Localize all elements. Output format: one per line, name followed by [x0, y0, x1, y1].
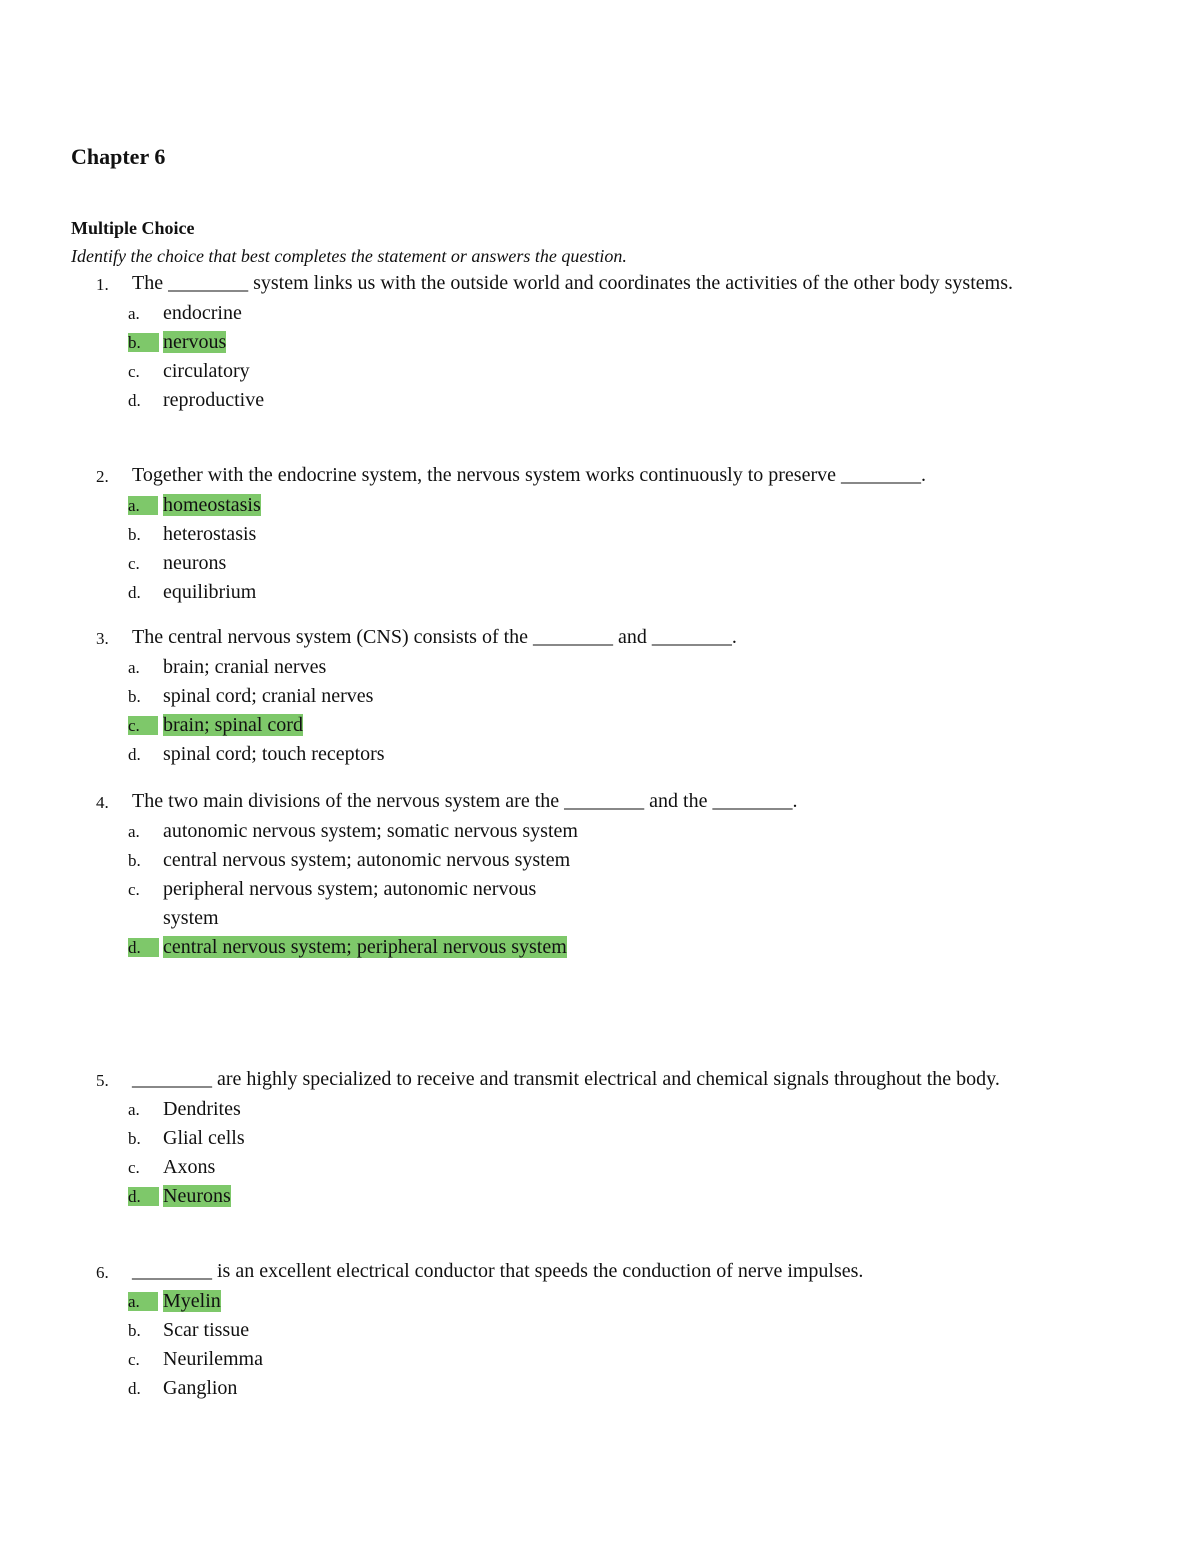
option-letter: a.	[128, 822, 140, 841]
option-c	[128, 1345, 1106, 1374]
option-letter: b.	[128, 525, 141, 544]
option-b	[128, 682, 1106, 711]
option-list	[96, 1095, 1106, 1211]
option-text: Ganglion	[163, 1377, 238, 1399]
section-title: Multiple Choice	[71, 218, 195, 238]
option-letter: b.	[128, 1321, 141, 1340]
option-text: brain; cranial nerves	[163, 656, 327, 678]
option-letter: d.	[128, 391, 141, 410]
option-letter: c.	[128, 362, 140, 381]
question-text: ________ is an excellent electrical conductor that speeds the conduction of nerve impulses.	[132, 1260, 864, 1282]
option-text: circulatory	[163, 360, 250, 382]
option-a	[128, 817, 1106, 846]
question-stem	[96, 1065, 1106, 1095]
question-number: 1.	[96, 275, 109, 294]
option-letter: a.	[128, 1100, 140, 1119]
option-letter: b.	[128, 687, 141, 706]
option-text: neurons	[163, 552, 227, 574]
question-stem	[96, 269, 1106, 299]
option-text: Dendrites	[163, 1098, 241, 1120]
question-number: 3.	[96, 629, 109, 648]
option-letter: c.	[128, 716, 158, 735]
option-d	[128, 578, 1106, 607]
question-4	[96, 787, 1106, 962]
question-1	[96, 269, 1106, 415]
option-b	[128, 1124, 1106, 1153]
option-text: homeostasis	[163, 494, 261, 516]
option-letter: b.	[128, 333, 159, 352]
question-number: 4.	[96, 793, 109, 812]
option-c	[128, 357, 1106, 386]
chapter-title: Chapter 6	[71, 144, 166, 169]
option-text: reproductive	[163, 389, 265, 411]
option-letter: a.	[128, 1292, 158, 1311]
option-text: Neurons	[163, 1185, 231, 1207]
option-text: Scar tissue	[163, 1319, 250, 1341]
question-number: 6.	[96, 1263, 109, 1282]
option-d-correct	[128, 933, 1106, 962]
question-number: 5.	[96, 1071, 109, 1090]
option-letter: d.	[128, 583, 141, 602]
question-stem	[96, 623, 1106, 653]
question-number: 2.	[96, 467, 109, 486]
option-letter: c.	[128, 880, 140, 899]
question-stem	[96, 461, 1106, 491]
option-c	[128, 1153, 1106, 1182]
option-text: central nervous system; autonomic nervous system	[163, 849, 571, 871]
option-letter: c.	[128, 1350, 140, 1369]
option-text: heterostasis	[163, 523, 257, 545]
option-list	[96, 1287, 1106, 1403]
option-letter: b.	[128, 1129, 141, 1148]
question-6	[96, 1257, 1106, 1403]
question-5	[96, 1065, 1106, 1211]
option-a-correct	[128, 1287, 1106, 1316]
option-a-correct	[128, 491, 1106, 520]
option-b	[128, 520, 1106, 549]
option-letter: d.	[128, 745, 141, 764]
option-list	[96, 491, 1106, 607]
option-text: peripheral nervous system; autonomic nervous system	[163, 878, 537, 929]
option-d	[128, 740, 1106, 769]
question-2	[96, 461, 1106, 607]
option-text: equilibrium	[163, 581, 257, 603]
question-text: The central nervous system (CNS) consists of the ________ and ________.	[132, 626, 737, 648]
question-text: Together with the endocrine system, the nervous system works continuously to preserve ________.	[132, 464, 927, 486]
option-letter: d.	[128, 1379, 141, 1398]
option-list	[96, 817, 1106, 962]
option-b-correct	[128, 328, 1106, 357]
option-letter: c.	[128, 1158, 140, 1177]
option-list	[96, 653, 1106, 769]
option-letter: d.	[128, 1187, 159, 1206]
instructions: Identify the choice that best completes the statement or answers the question.	[71, 246, 627, 266]
option-letter: a.	[128, 658, 140, 677]
option-letter: a.	[128, 304, 140, 323]
option-letter: d.	[128, 938, 159, 957]
option-text: brain; spinal cord	[163, 714, 303, 736]
option-a	[128, 299, 1106, 328]
option-text: Axons	[163, 1156, 216, 1178]
option-c-correct	[128, 711, 1106, 740]
option-text: spinal cord; touch receptors	[163, 743, 385, 765]
option-b	[128, 846, 1106, 875]
option-b	[128, 1316, 1106, 1345]
option-c	[128, 875, 1106, 933]
option-letter: b.	[128, 851, 141, 870]
option-text: central nervous system; peripheral nervous system	[163, 936, 567, 958]
option-d-correct	[128, 1182, 1106, 1211]
option-text: nervous	[163, 331, 227, 353]
option-text: Glial cells	[163, 1127, 245, 1149]
option-a	[128, 653, 1106, 682]
question-stem	[96, 1257, 1106, 1287]
option-text: Myelin	[163, 1290, 221, 1312]
question-text: The ________ system links us with the outside world and coordinates the activities of the other body systems.	[132, 272, 1013, 294]
question-text: ________ are highly specialized to receive and transmit electrical and chemical signals throughout the body.	[132, 1068, 1000, 1090]
option-d	[128, 1374, 1106, 1403]
option-a	[128, 1095, 1106, 1124]
option-text: Neurilemma	[163, 1348, 263, 1370]
question-text: The two main divisions of the nervous system are the ________ and the ________.	[132, 790, 798, 812]
option-d	[128, 386, 1106, 415]
option-text: spinal cord; cranial nerves	[163, 685, 374, 707]
option-list	[96, 299, 1106, 415]
question-3	[96, 623, 1106, 769]
option-letter: a.	[128, 496, 158, 515]
question-stem	[96, 787, 1106, 817]
option-letter: c.	[128, 554, 140, 573]
option-text: autonomic nervous system; somatic nervous system	[163, 820, 578, 842]
option-c	[128, 549, 1106, 578]
option-text: endocrine	[163, 302, 242, 324]
